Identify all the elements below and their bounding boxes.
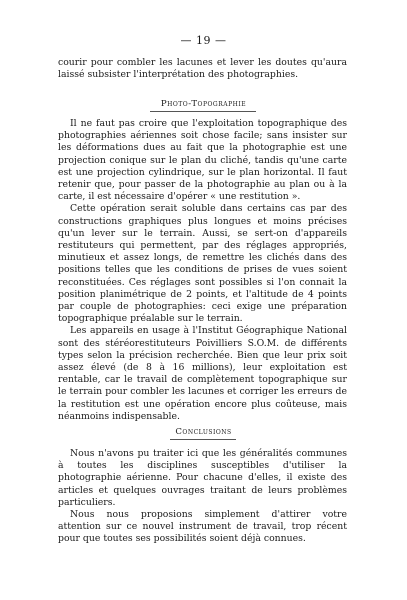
paragraph: Nous nous proposions simplement d'attirer votre attention sur ce nouvel instrument de travail, trop récent pour que toutes ses possibilités soient déjà connues. [58, 509, 347, 545]
section-conclusions-body [58, 448, 347, 546]
section-heading-photo-topographie [0, 99, 407, 109]
intro-block [58, 57, 347, 81]
paragraph: Il ne faut pas croire que l'exploitation topographique des photographies aériennes soit chose facile; sans insister sur les déformations dues au fait que la photographie est une projection conique sur le plan du cliché, tandis qu'une carte est une projection cylindrique, sur le plan horizontal. Il faut retenir que, pour passer de la photographie au plan ou à la carte, il est nécessaire d'opérer « une restitution ». [58, 118, 347, 203]
heading-underline [150, 111, 256, 112]
intro-paragraph: courir pour combler les lacunes et lever les doutes qu'aura laissé subsister l'interprétation des photographies. [58, 57, 347, 81]
paragraph: Cette opération serait soluble dans certains cas par des constructions graphiques plus longues et moins précises qu'un lever sur le terrain. Aussi, se sert-on d'appareils restituteurs qui permettent, par des réglages appropriés, minutieux et assez longs, de remettre les clichés dans des positions telles que les conditions de prises de vues soient reconstituées. Ces réglages sont possibles si l'on connait la position planimétrique de 2 points, et l'altitude de 4 points par couple de photographies: ceci exige une préparation topographique préalable sur le terrain. [58, 203, 347, 325]
paragraph: Nous n'avons pu traiter ici que les généralités communes à toutes les disciplines susceptibles d'utiliser la photographie aérienne. Pour chacune d'elles, il existe des articles et quelques ouvrages traitant de leurs problèmes particuliers. [58, 448, 347, 508]
section-heading-conclusions [0, 427, 407, 437]
section-photo-body [58, 118, 347, 423]
page-number: — 19 — [180, 34, 227, 47]
heading-text: Photo-Topographie [160, 99, 247, 109]
paragraph: Les appareils en usage à l'Institut Géographique National sont des stéréorestituteurs Poivilliers S.O.M. de différents types selon la précision recherchée. Bien que leur prix soit assez élevé (de 8 à 16 millions), leur exploitation est rentable, car le travail de complètement topographique sur le terrain pour combler les lacunes et corriger les erreurs de la restitution est une opération encore plus coûteuse, mais néanmoins indispensable. [58, 325, 347, 422]
heading-underline [170, 439, 236, 440]
heading-text: Conclusions [175, 427, 232, 437]
